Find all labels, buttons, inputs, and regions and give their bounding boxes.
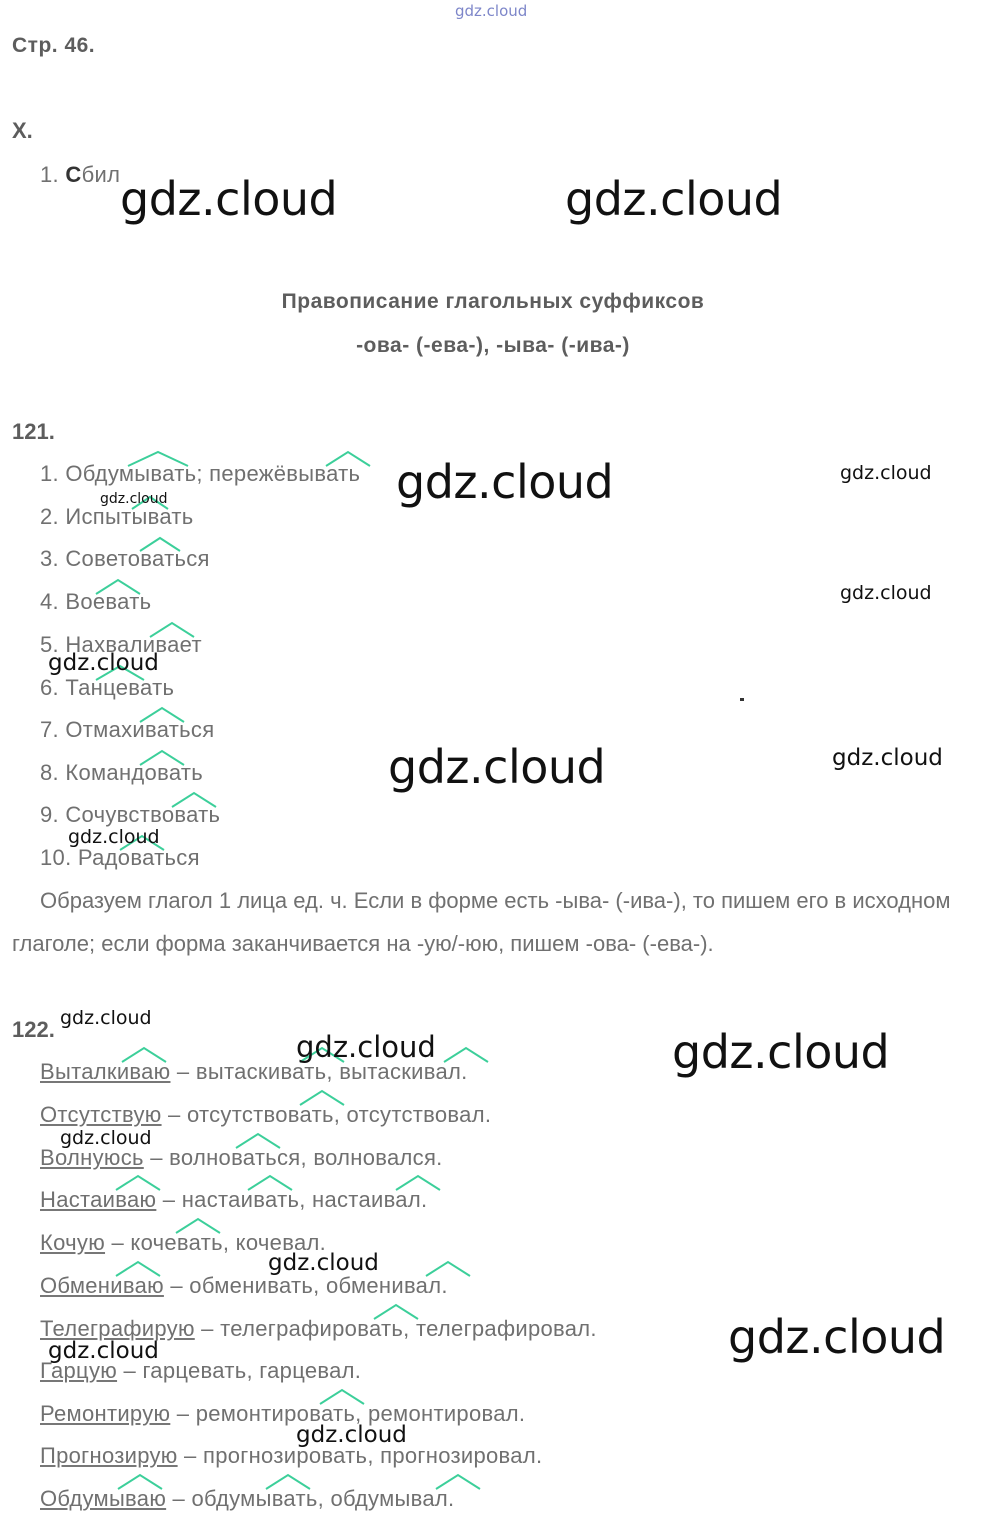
exercise-121-item: 6. Танцевать (40, 675, 175, 700)
exercise-122-line: Выталкиваю – вытаскивать, вытаскивал. (40, 1059, 468, 1084)
watermark: gdz.cloud (60, 1127, 152, 1149)
exercise-122-line: Настаиваю – настаивать, настаивал. (40, 1187, 428, 1212)
exercise-121-number: 121. (12, 419, 55, 444)
exercise-122-line: Телеграфирую – телеграфировать, телеграфировал. (40, 1316, 597, 1341)
watermark: gdz.cloud (565, 172, 783, 226)
watermark: gdz.cloud (296, 1030, 436, 1064)
page-title: Стр. 46. (12, 34, 96, 57)
exercise-122-line: Волнуюсь – волноваться, волновался. (40, 1145, 443, 1170)
exercise-121-item: 1. Обдумывать; пережёвывать (40, 461, 361, 486)
watermark: gdz.cloud (296, 1422, 407, 1448)
section-x-label: X. (12, 118, 33, 143)
topic-heading-line1: Правописание глагольных суффиксов (281, 290, 705, 313)
watermark: gdz.cloud (100, 491, 168, 507)
watermark: gdz.cloud (396, 455, 614, 509)
watermark: gdz.cloud (728, 1310, 946, 1364)
watermark: gdz.cloud (840, 582, 932, 604)
exercise-122-line: Обдумываю – обдумывать, обдумывал. (40, 1486, 455, 1511)
exercise-122-line: Отсутствую – отсутствовать, отсутствовал. (40, 1102, 492, 1127)
watermark: gdz.cloud (48, 650, 159, 676)
exercise-121-item: 7. Отмахиваться (40, 717, 215, 742)
site-watermark-top: gdz.cloud (455, 2, 528, 20)
watermark: gdz.cloud (68, 826, 160, 848)
exercise-121-rule: Образуем глагол 1 лица ед. ч. Если в форме есть -ыва- (-ива-), то пишем его в исходном глаголе; если форма заканчивается на -ую/-юю, пишем -ова- (-ева-). (12, 888, 951, 956)
exercise-121-item: 3. Советоваться (40, 546, 210, 571)
exercise-121-item: 2. Испытывать (40, 504, 194, 529)
exercise-121-item: 8. Командовать (40, 760, 204, 785)
topic-heading-line2: -ова- (-ева-), -ыва- (-ива-) (356, 334, 630, 357)
watermark: gdz.cloud (60, 1007, 152, 1029)
exercise-122-line: Прогнозирую – прогнозировать, прогнозировал. (40, 1443, 543, 1468)
watermark: gdz.cloud (388, 740, 606, 794)
watermark: gdz.cloud (672, 1025, 890, 1079)
stray-dot (740, 698, 744, 701)
exercise-121-item: 10. Радоваться (40, 845, 200, 870)
watermark: gdz.cloud (840, 462, 932, 484)
exercise-122-line: Ремонтирую – ремонтировать, ремонтировал. (40, 1401, 526, 1426)
watermark: gdz.cloud (268, 1250, 379, 1276)
exercise-122-line: Кочую – кочевать, кочевал. (40, 1230, 327, 1255)
exercise-121-item: 9. Сочувствовать (40, 802, 221, 827)
exercise-122-line: Обмениваю – обменивать, обменивал. (40, 1273, 448, 1298)
exercise-121-item: 4. Воевать (40, 589, 152, 614)
watermark: gdz.cloud (120, 172, 338, 226)
exercise-122-number: 122. (12, 1017, 55, 1042)
watermark: gdz.cloud (48, 1338, 159, 1364)
exercise-122-line: Гарцую – гарцевать, гарцевал. (40, 1358, 362, 1383)
watermark: gdz.cloud (832, 745, 943, 771)
exercise-121-item: 5. Нахваливает (40, 632, 202, 657)
section-x-item-1: 1. Сбил (40, 162, 121, 187)
